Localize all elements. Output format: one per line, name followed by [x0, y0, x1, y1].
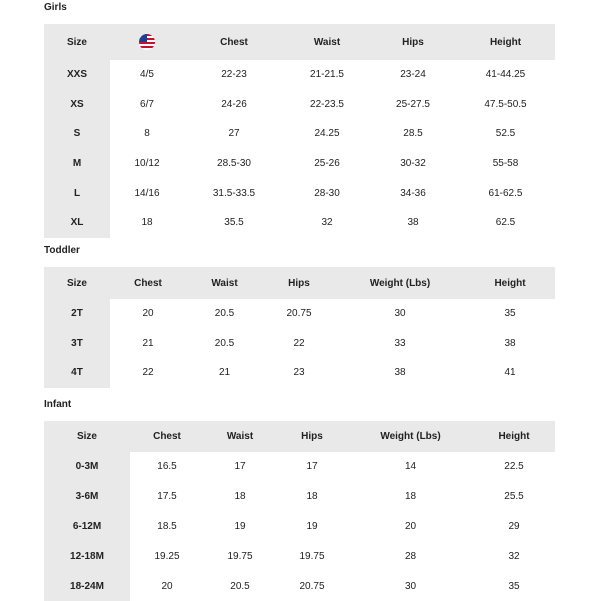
height-cell: 61-62.5	[488, 187, 523, 199]
hips-cell: 20.75	[286, 308, 312, 320]
hips-cell: 18	[306, 491, 318, 503]
header-waist: Waist	[284, 24, 370, 60]
table-row	[44, 149, 555, 179]
hips-cell: 22	[293, 337, 305, 349]
weight-cell: 33	[394, 337, 406, 349]
weight-cell: 38	[394, 367, 406, 379]
height-cell: 38	[504, 337, 516, 349]
header-hips: Hips	[370, 24, 456, 60]
size-cell: 18-24M	[44, 571, 130, 601]
hips-cell: 25-27.5	[396, 98, 430, 110]
us-flag-icon	[110, 24, 184, 60]
girls-header-row	[44, 24, 555, 60]
size-cell: M	[44, 149, 110, 179]
table-row	[44, 541, 555, 571]
header-chest: Chest	[184, 24, 284, 60]
chest-cell: 35.5	[224, 217, 244, 229]
chest-cell: 20	[142, 308, 154, 320]
chest-cell: 24-26	[221, 98, 247, 110]
size-cell: 2T	[44, 299, 110, 329]
hips-cell: 23-24	[400, 69, 426, 81]
header-height: Height	[456, 24, 555, 60]
header-size: Size	[44, 267, 110, 299]
hips-cell: 34-36	[400, 187, 426, 199]
weight-cell: 18	[404, 491, 417, 503]
header-weight: Weight (Lbs)	[335, 267, 465, 299]
us-size-cell: 18	[141, 217, 153, 229]
size-cell: 6-12M	[44, 512, 130, 542]
chest-cell: 27	[228, 128, 240, 140]
hips-cell: 19.75	[299, 550, 325, 562]
infant-title: Infant	[44, 399, 72, 410]
weight-cell: 30	[404, 580, 417, 592]
chest-cell: 22	[142, 367, 154, 379]
girls-size-table	[44, 24, 555, 238]
weight-cell: 20	[404, 520, 417, 532]
waist-cell: 25-26	[314, 158, 340, 170]
size-cell: 4T	[44, 358, 110, 388]
header-chest: Chest	[110, 267, 186, 299]
infant-size-table	[44, 421, 555, 601]
height-cell: 55-58	[492, 158, 519, 170]
table-row	[44, 571, 555, 601]
height-cell: 29	[508, 520, 520, 532]
table-row	[44, 358, 555, 388]
hips-cell: 30-32	[400, 158, 426, 170]
us-size-cell: 14/16	[134, 187, 160, 199]
height-cell: 32	[508, 550, 520, 562]
table-row	[44, 452, 555, 482]
waist-cell: 20.5	[214, 308, 235, 320]
size-cell: 0-3M	[44, 452, 130, 482]
waist-cell: 28-30	[314, 187, 340, 199]
hips-cell: 23	[293, 367, 305, 379]
header-height: Height	[465, 267, 555, 299]
height-cell: 22.5	[504, 461, 524, 473]
waist-cell: 20.5	[214, 337, 235, 349]
us-size-cell: 6/7	[140, 98, 154, 110]
hips-cell: 28.5	[403, 128, 423, 140]
height-cell: 62.5	[495, 217, 516, 229]
toddler-header-row	[44, 267, 555, 299]
table-row	[44, 329, 555, 359]
hips-cell: 17	[306, 461, 318, 473]
waist-cell: 21-21.5	[310, 69, 344, 81]
height-cell: 25.5	[504, 491, 524, 503]
chest-cell: 21	[142, 337, 154, 349]
toddler-size-table	[44, 267, 555, 388]
height-cell: 35	[504, 308, 516, 320]
waist-cell: 20.5	[230, 580, 250, 592]
header-waist: Waist	[186, 267, 263, 299]
size-cell: XL	[44, 208, 110, 238]
girls-title: Girls	[44, 2, 67, 13]
header-hips: Hips	[276, 421, 348, 452]
height-cell: 41-44.25	[485, 69, 526, 81]
header-size: Size	[44, 24, 110, 60]
hips-cell: 19	[306, 520, 318, 532]
chest-cell: 22-23	[221, 69, 247, 81]
waist-cell: 24.25	[314, 128, 340, 140]
toddler-title: Toddler	[44, 245, 80, 256]
height-cell: 47.5-50.5	[484, 98, 527, 110]
header-size: Size	[44, 421, 130, 452]
size-cell: S	[44, 119, 110, 149]
table-row	[44, 119, 555, 149]
table-row	[44, 208, 555, 238]
waist-cell: 18	[234, 491, 246, 503]
table-row	[44, 482, 555, 512]
chest-cell: 31.5-33.5	[212, 187, 256, 199]
chest-cell: 18.5	[157, 520, 177, 532]
chest-cell: 20	[161, 580, 173, 592]
header-waist: Waist	[204, 421, 276, 452]
weight-cell: 14	[404, 461, 417, 473]
size-cell: XXS	[44, 60, 110, 90]
us-size-cell: 8	[144, 128, 150, 140]
chest-cell: 16.5	[157, 461, 177, 473]
size-cell: 3-6M	[44, 482, 130, 512]
size-cell: 3T	[44, 329, 110, 359]
waist-cell: 32	[321, 217, 333, 229]
waist-cell: 17	[234, 461, 246, 473]
chest-cell: 28.5-30	[217, 158, 251, 170]
height-cell: 52.5	[495, 128, 516, 140]
size-cell: L	[44, 178, 110, 208]
chest-cell: 19.25	[154, 550, 180, 562]
weight-cell: 28	[404, 550, 417, 562]
us-size-cell: 4/5	[140, 69, 154, 81]
hips-cell: 20.75	[299, 580, 325, 592]
chest-cell: 17.5	[157, 491, 177, 503]
size-cell: XS	[44, 90, 110, 120]
infant-header-row	[44, 421, 555, 452]
weight-cell: 30	[394, 308, 406, 320]
waist-cell: 22-23.5	[310, 98, 344, 110]
waist-cell: 19.75	[227, 550, 253, 562]
header-chest: Chest	[130, 421, 204, 452]
header-weight: Weight (Lbs)	[348, 421, 473, 452]
waist-cell: 19	[234, 520, 246, 532]
hips-cell: 38	[407, 217, 419, 229]
height-cell: 41	[504, 367, 516, 379]
table-row	[44, 178, 555, 208]
us-size-cell: 10/12	[134, 158, 160, 170]
table-row	[44, 60, 555, 90]
header-height: Height	[473, 421, 555, 452]
height-cell: 35	[508, 580, 520, 592]
table-row	[44, 512, 555, 542]
header-hips: Hips	[263, 267, 335, 299]
waist-cell: 21	[218, 367, 231, 379]
size-cell: 12-18M	[44, 541, 130, 571]
table-row	[44, 299, 555, 329]
table-row	[44, 90, 555, 120]
